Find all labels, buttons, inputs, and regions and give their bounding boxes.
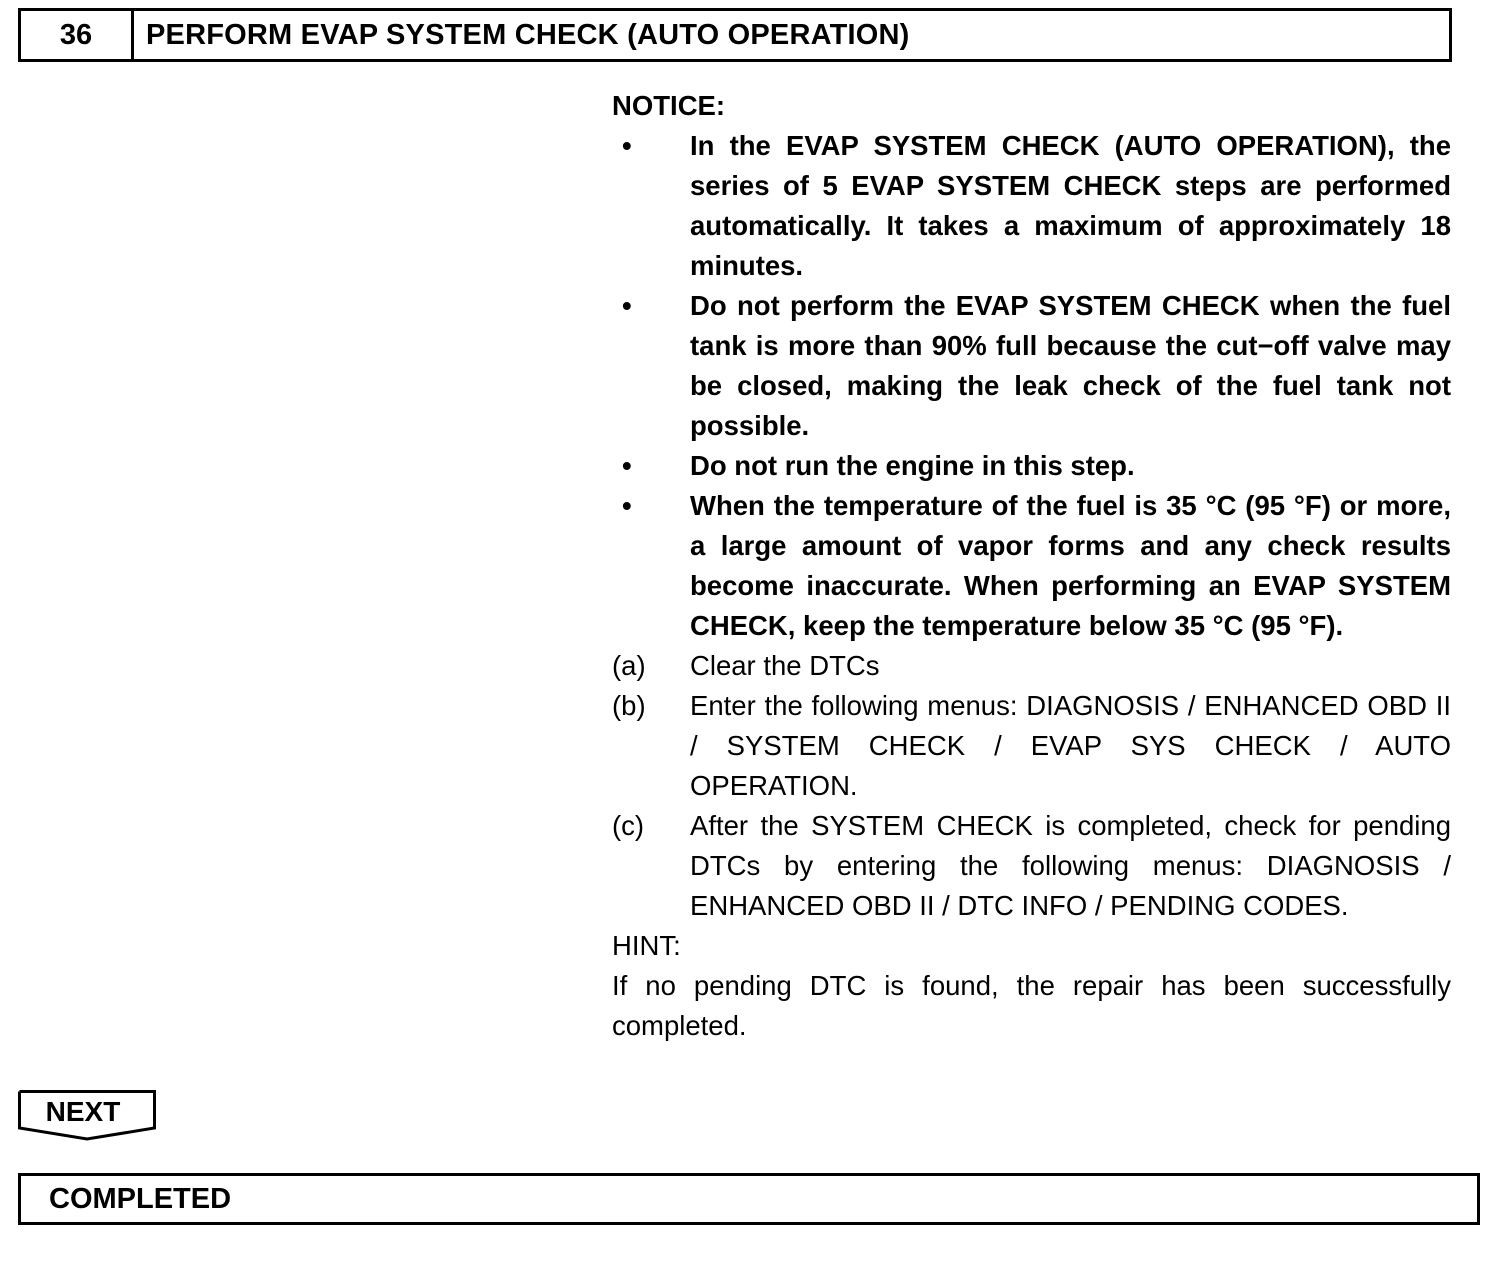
step-number: 36: [21, 11, 134, 59]
bullet-icon: •: [622, 290, 632, 321]
notice-bullet-text: Do not run the engine in this step.: [690, 450, 1135, 481]
completed-result-box: [18, 1173, 1480, 1225]
step-header: [18, 8, 1452, 62]
next-button[interactable]: [18, 1090, 156, 1142]
procedure-step-label: (a): [612, 650, 646, 681]
notice-bullet-item: [612, 286, 1451, 446]
step-content: [612, 86, 1451, 1046]
hint-label: HINT:: [612, 930, 681, 961]
notice-bullet-item: [612, 486, 1451, 646]
completed-label: COMPLETED: [49, 1182, 232, 1215]
notice-bullet-text: Do not perform the EVAP SYSTEM CHECK when the fuel tank is more than 90% full because the cut−off valve may be closed, making the leak check of the fuel tank not possible.: [690, 290, 1451, 441]
procedure-step-text: Enter the following menus: DIAGNOSIS / ENHANCED OBD II / SYSTEM CHECK / EVAP SYS CHECK / AUTO OPERATION.: [690, 690, 1451, 801]
bullet-icon: •: [622, 130, 632, 161]
procedure-step-text: Clear the DTCs: [690, 650, 880, 681]
bullet-icon: •: [622, 450, 632, 481]
step-title: PERFORM EVAP SYSTEM CHECK (AUTO OPERATION): [146, 18, 910, 51]
procedure-step-label: (b): [612, 690, 646, 721]
bullet-icon: •: [622, 490, 632, 521]
notice-bullet-text: In the EVAP SYSTEM CHECK (AUTO OPERATION), the series of 5 EVAP SYSTEM CHECK steps are performed automatically. It takes a maximum of approximately 18 minutes.: [690, 130, 1451, 281]
procedure-step-text: After the SYSTEM CHECK is completed, check for pending DTCs by entering the following menus: DIAGNOSIS / ENHANCED OBD II / DTC INFO / PENDING CODES.: [690, 810, 1451, 921]
notice-bullet-text: When the temperature of the fuel is 35 °C (95 °F) or more, a large amount of vapor forms and any check results become inaccurate. When performing an EVAP SYSTEM CHECK, keep the temperature below 35 °C (95 °F).: [690, 490, 1451, 641]
procedure-step: [612, 806, 1451, 926]
hint-text: If no pending DTC is found, the repair has been successfully completed.: [612, 970, 1451, 1041]
notice-label: NOTICE:: [612, 90, 726, 121]
notice-bullet-item: [612, 126, 1451, 286]
notice-bullet-item: [612, 446, 1451, 486]
next-button-label: NEXT: [45, 1096, 121, 1127]
procedure-step: [612, 646, 1451, 686]
procedure-step: [612, 686, 1451, 806]
procedure-step-label: (c): [612, 810, 645, 841]
